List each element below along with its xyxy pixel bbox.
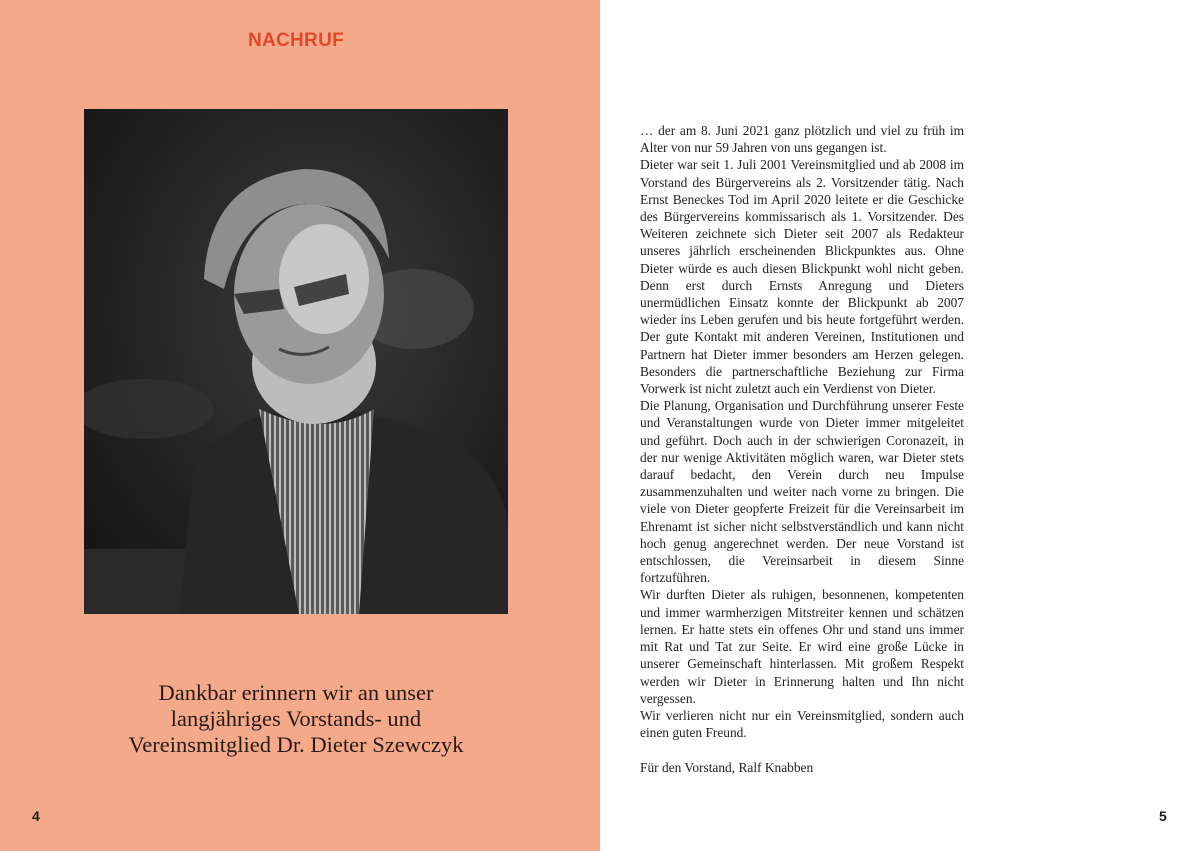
tribute-line: Dankbar erinnern wir an unser [158,680,434,705]
portrait-photo [84,109,508,614]
paragraph: Dieter war seit 1. Juli 2001 Vereinsmitglied und ab 2008 im Vorstand des Bürgervereins als 2. Vorsitzender tätig. Nach Ernst Beneckes Tod im April 2020 leitete er die Geschicke des Bürgervereins kommissarisch als 1. Vorsitzender. Des Weiteren zeichnete sich Dieter seit 2007 als Redakteur unseres jährlich erscheinenden Blickpunktes aus. Ohne Dieter würde es auch diesen Blickpunkt wohl nicht geben. Denn erst durch Ernsts Anregung und Dieters unermüdlichen Einsatz konnte der Blickpunkt ab 2007 wieder ins Leben gerufen und bis heute fortgeführt werden. Der gute Kontakt mit anderen Vereinen, Institutionen und Partnern hat Dieter immer besonders am Herzen gelegen. Besonders die partnerschaftliche Beziehung zur Firma Vorwerk ist nicht zuletzt auch ein Verdienst von Dieter. [640,157,964,397]
tribute-line: langjähriges Vorstands- und [170,706,422,731]
page-number-right: 5 [1159,808,1167,824]
paragraph: Wir durften Dieter als ruhigen, besonnenen, kompetenten und immer warmherzigen Mitstreiter kennen und schätzen lernen. Er hatte stets ein offenes Ohr und stand uns immer mit Rat und Tat zur Seite. Er wird eine große Lücke in unserer Gemeinschaft hinterlassen. Mit großem Respekt werden wir Dieter in Erinnerung halten und Ihn nicht vergessen. [640,587,964,706]
section-heading: NACHRUF [247,30,345,51]
paragraph: Wir verlieren nicht nur ein Vereinsmitglied, sondern auch einen guten Freund. [640,707,964,741]
signature: Für den Vorstand, Ralf Knabben [640,759,814,775]
tribute-text [60,680,532,758]
obituary-body [640,122,964,776]
portrait-illustration [84,109,508,614]
tribute-line: Vereinsmitglied Dr. Dieter Szewczyk [128,732,464,757]
paragraph: Die Planung, Organisation und Durchführung unserer Feste und Veranstaltungen wurde von Dieter immer mitgeleitet und geführt. Doch auch in der schwierigen Coronazeit, in der nur wenige Aktivitäten möglich waren, war Dieter stets darauf bedacht, den Verein durch neu Impulse zusammenzuhalten und weiter nach vorne zu bringen. Die viele von Dieter geopferte Freizeit für die Vereinsarbeit im Ehrenamt ist sicher nicht selbstverständlich und kann nicht hoch genug angerechnet werden. Der neue Vorstand ist entschlossen, die Vereinsarbeit in diesem Sinne fortzuführen. [640,398,964,586]
page-number-left: 4 [32,808,40,824]
paragraph: … der am 8. Juni 2021 ganz plötzlich und viel zu früh im Alter von nur 59 Jahren von uns gegangen ist. [640,123,964,156]
